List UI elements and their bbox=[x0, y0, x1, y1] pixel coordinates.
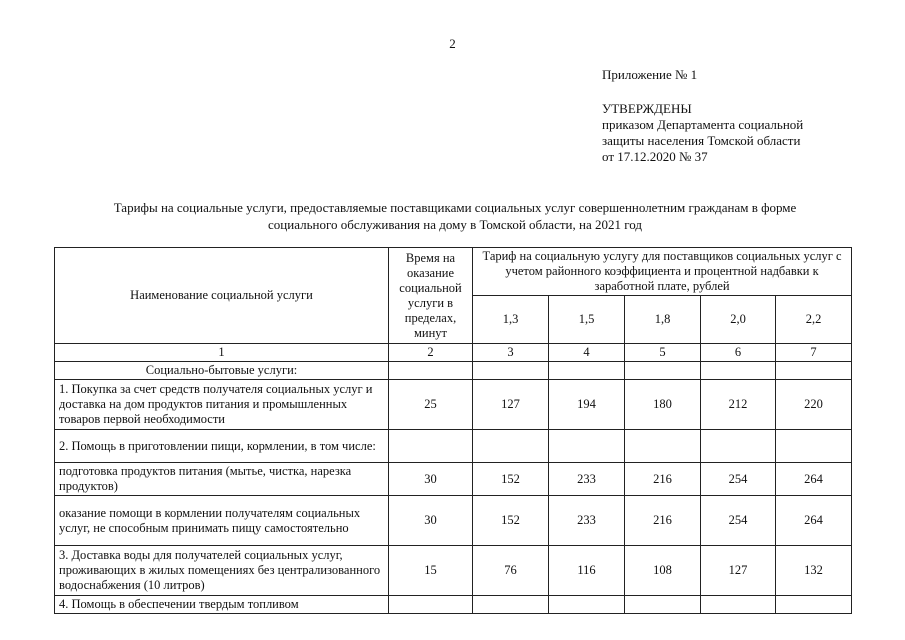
table-header-row bbox=[55, 248, 852, 296]
tariff-value bbox=[473, 596, 549, 614]
tariff-table bbox=[54, 247, 852, 614]
empty-cell bbox=[625, 362, 701, 380]
service-name: 1. Покупка за счет средств получателя социальных услуг и доставка на дом продуктов питания и промышленных товаров первой необходимости bbox=[55, 380, 389, 430]
approval-line: приказом Департамента социальной bbox=[602, 117, 804, 132]
tariff-value: 233 bbox=[549, 463, 625, 496]
tariff-value: 127 bbox=[701, 546, 776, 596]
service-time bbox=[389, 430, 473, 463]
table-row bbox=[55, 380, 852, 430]
column-number: 2 bbox=[389, 344, 473, 362]
service-name: оказание помощи в кормлении получателям социальных услуг, не способным принимать пищу самостоятельно bbox=[55, 496, 389, 546]
tariff-value: 132 bbox=[776, 546, 852, 596]
empty-cell bbox=[776, 362, 852, 380]
tariff-value: 264 bbox=[776, 463, 852, 496]
header-coefficient: 1,8 bbox=[625, 296, 701, 344]
empty-cell bbox=[701, 362, 776, 380]
column-number: 4 bbox=[549, 344, 625, 362]
service-time: 30 bbox=[389, 496, 473, 546]
column-number-row bbox=[55, 344, 852, 362]
header-time: Время на оказание социальной услуги в пределах, минут bbox=[389, 248, 473, 344]
document-title-line: Тарифы на социальные услуги, предоставляемые поставщиками социальных услуг совершеннолетним гражданам в форме bbox=[113, 200, 797, 215]
table-row bbox=[55, 463, 852, 496]
service-time: 30 bbox=[389, 463, 473, 496]
document-title-line: социального обслуживания на дому в Томской области, на 2021 год bbox=[268, 217, 642, 232]
header-coefficient: 2,2 bbox=[776, 296, 852, 344]
column-number: 6 bbox=[701, 344, 776, 362]
tariff-value: 76 bbox=[473, 546, 549, 596]
tariff-value: 264 bbox=[776, 496, 852, 546]
tariff-value: 180 bbox=[625, 380, 701, 430]
tariff-value: 116 bbox=[549, 546, 625, 596]
tariff-value: 152 bbox=[473, 496, 549, 546]
approval-line: защиты населения Томской области bbox=[602, 133, 801, 148]
tariff-value: 254 bbox=[701, 463, 776, 496]
service-time: 15 bbox=[389, 546, 473, 596]
header-coefficient: 1,3 bbox=[473, 296, 549, 344]
column-number: 1 bbox=[55, 344, 389, 362]
header-coefficient: 2,0 bbox=[701, 296, 776, 344]
tariff-value bbox=[701, 430, 776, 463]
service-time bbox=[389, 596, 473, 614]
tariff-value: 254 bbox=[701, 496, 776, 546]
column-number: 5 bbox=[625, 344, 701, 362]
tariff-value bbox=[776, 596, 852, 614]
page-number: 2 bbox=[449, 36, 456, 51]
section-row bbox=[55, 362, 852, 380]
table-row bbox=[55, 596, 852, 614]
table-row bbox=[55, 430, 852, 463]
tariff-value bbox=[549, 596, 625, 614]
tariff-value: 212 bbox=[701, 380, 776, 430]
table-row bbox=[55, 546, 852, 596]
tariff-value: 216 bbox=[625, 496, 701, 546]
tariff-value: 194 bbox=[549, 380, 625, 430]
tariff-value bbox=[549, 430, 625, 463]
tariff-value: 127 bbox=[473, 380, 549, 430]
empty-cell bbox=[549, 362, 625, 380]
tariff-value bbox=[473, 430, 549, 463]
document-title bbox=[60, 199, 850, 233]
service-name: 4. Помощь в обеспечении твердым топливом bbox=[55, 596, 389, 614]
header-tariff: Тариф на социальную услугу для поставщиков социальных услуг с учетом районного коэффициента и процентной надбавки к заработной плате, рублей bbox=[473, 248, 852, 296]
service-name: 2. Помощь в приготовлении пищи, кормлении, в том числе: bbox=[55, 430, 389, 463]
column-number: 7 bbox=[776, 344, 852, 362]
service-name: подготовка продуктов питания (мытье, чистка, нарезка продуктов) bbox=[55, 463, 389, 496]
tariff-value bbox=[625, 430, 701, 463]
approval-block bbox=[602, 101, 803, 165]
table-row bbox=[55, 496, 852, 546]
tariff-value: 216 bbox=[625, 463, 701, 496]
header-coefficient: 1,5 bbox=[549, 296, 625, 344]
header-service-name: Наименование социальной услуги bbox=[55, 248, 389, 344]
tariff-value: 233 bbox=[549, 496, 625, 546]
empty-cell bbox=[473, 362, 549, 380]
service-time: 25 bbox=[389, 380, 473, 430]
service-name: 3. Доставка воды для получателей социальных услуг, проживающих в жилых помещениях без централизованного водоснабжения (10 литров) bbox=[55, 546, 389, 596]
column-number: 3 bbox=[473, 344, 549, 362]
section-title: Социально-бытовые услуги: bbox=[55, 362, 389, 380]
tariff-value: 152 bbox=[473, 463, 549, 496]
tariff-value bbox=[701, 596, 776, 614]
tariff-value bbox=[625, 596, 701, 614]
approval-heading: УТВЕРЖДЕНЫ bbox=[602, 101, 692, 116]
appendix-label: Приложение № 1 bbox=[602, 67, 698, 82]
empty-cell bbox=[389, 362, 473, 380]
tariff-value: 108 bbox=[625, 546, 701, 596]
tariff-value bbox=[776, 430, 852, 463]
approval-line: от 17.12.2020 № 37 bbox=[602, 149, 708, 164]
tariff-value: 220 bbox=[776, 380, 852, 430]
